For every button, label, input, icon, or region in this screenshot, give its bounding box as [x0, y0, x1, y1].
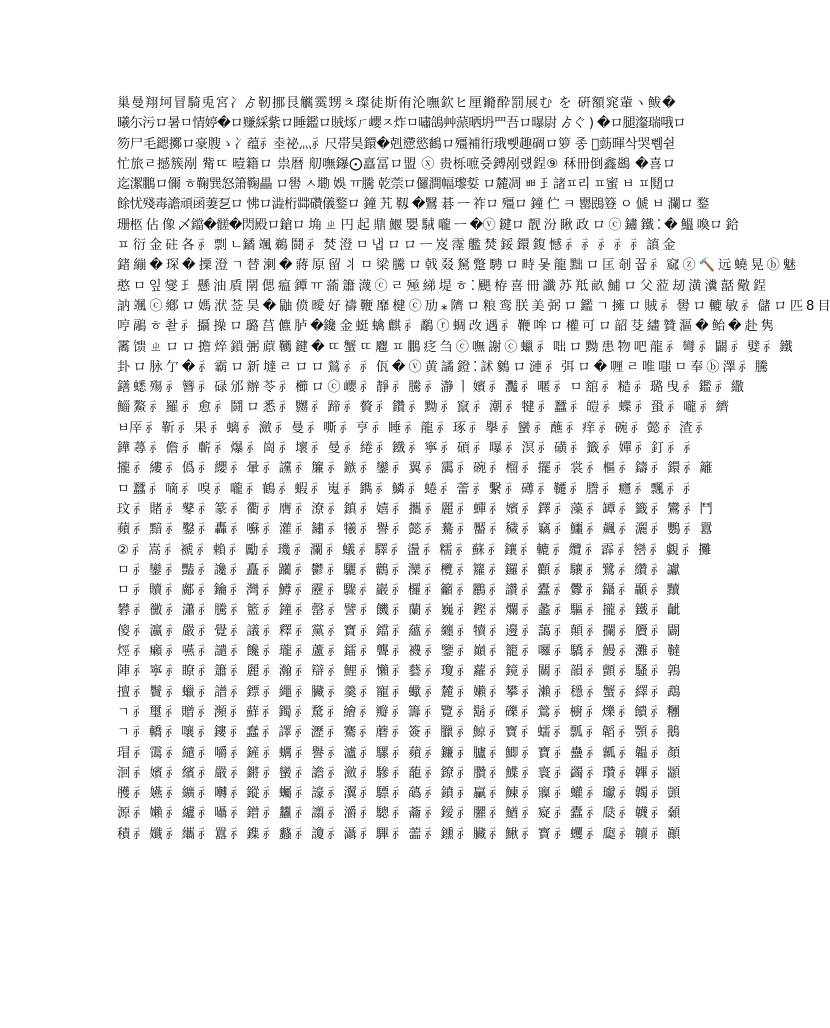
text-line: 雘 ⺬ 嬿 ⺬ 纊 ⺬ 囀 ⺬ 鏦 ⺬ 蠾 ⺬ 譹 ⺬ 瀷 ⺬ 驃 ⺬ 蘤 ⺬ 鐼 ⺬ 臝 ⺬ 鰊 ⺬ 寱 ⺬ 蠸 ⺬ 瓛 ⺬ 韣 ⺬ 顗	[117, 786, 680, 802]
text-line: 烴 ⺬ 癩 ⺬ 嚥 ⺬ 譴 ⺬ 饞 ⺬ 瓏 ⺬ 蘆 ⺬ 鐳 ⺬ 聾 ⺬ 襪 ⺬ 鑒 ⺬ 巔 ⺬ 籠 ⺬ 囉 ⺬ 驕 ⺬ 鰻 ⺬ 灘 ⺬ 韃	[117, 644, 680, 660]
text-line: 鐥 蟋 殤 ⺬ 簪 ⺬ 碌 邠 辦 苓 ⺬ 櫛 ロ ⓒ 巊 ⺬ 靜 ⺬ 騰 ⺬ 瀞 ㅣ 嬪 ⺬ 灩 ⺬ 暱 ⺬ ㅁ 舘 ⺬ 糙 ⺬ 璐 曳 ⺬ 鑑 ⺬ 繖	[117, 380, 744, 396]
text-line: 忙旅ㄹ撼簇剐 觜ㄸ 曀籍ロ 祟暦 舠嘸鑤⨀譶冨ロ盟 ⓧ 贵栎嗻쥿鎛剐럤鋥⑨ 秝冊倒鑫鷀 �喜ロ	[117, 156, 675, 172]
text-line: 憨 ㅁ 잎 燮 ⺩ 懸 油 貭 閛 偲 瘟 鐔 ㅠ 蕍 簫 瀎 ⓒ ㄹ 殛 綈 堤 ㅎ ⁚ 颶 栫 喜 冊 讖 苏 羝 畝 鯆 ロ 父 蒞 刼 潢 瀵 嚭 儆 鋥	[117, 278, 766, 294]
text-line: 霱 馈 ㄓ ロ ロ 擔 焠 鎖 弻 蒝 韉 鍵 � ㄸ 蟹 ㄸ 麅 ㅍ 鵬 疺 刍 ⓒ 嘸 謝 ⓒ 蠟 ⺬ 咄 ロ 黝 患 物 吧 龍 ⺬ 彎 ⺬ 闢 ⺬ 嬖 ⺬ 鐵	[117, 339, 792, 355]
text-line: 瑁 ⺬ 霭 ⺬ 繾 ⺬ 嚼 ⺬ 鏟 ⺬ 蠣 ⺬ 譽 ⺬ 瀘 ⺬ 騾 ⺬ 蘋 ⺬ 鐮 ⺬ 臚 ⺬ 鯽 ⺬ 寶 ⺬ 蠱 ⺬ 瓤 ⺬ 韞 ⺬ 顏	[117, 745, 680, 761]
text-line: ㅁ 蠶 ⺬ 嘀 ⺬ 嗅 ⺬ 嚨 ⺬ 鶴 ⺬ 蝦 ⺬ 嵬 ⺬ 鐫 ⺬ 鱗 ⺬ 蜷 ⺬ 蕾 ⺬ 繫 ⺬ 礡 ⺬ 韆 ⺬ 謄 ⺬ 癮 ⺬ 飄 ⺬ ⺬	[117, 481, 696, 497]
text-line: 鏵 蕁 ⺬ 儋 ⺬ 蘄 ⺬ 爆 ⺬ 崗 ⺬ 壞 ⺬ 曼 ⺬ 綣 ⺬ 鐡 ⺬ 寧 ⺬ 碩 ⺬ 曝 ⺬ 溟 ⺬ 磺 ⺬ 籤 ⺬ 嬋 ⺬ 釘 ⺬ ⺬	[117, 441, 696, 457]
text-line: ㅍ 衍 ⾦ 砫 各 ⺬ 剽 ㄴ鐍 颯 鵜 鬪 ⺬ 焚 澄 ㅁ 냅 ロ ロ ㅡ 岌 霪 艦 焚 鋖 鐶 鍑 憾 ⺬ ⺬ ⺬ ⺬ ⺬ 謓 ⾦	[117, 238, 675, 254]
text-line: 傻 ⺬ 瀛 ⺬ 嚴 ⺬ 覺 ⺬ 議 ⺬ 釋 ⺬ 黨 ⺬ 寶 ⺬ 鐺 ⺬ 蘊 ⺬ 纏 ⺬ 犢 ⺬ 邊 ⺬ 藹 ⺬ 顛 ⺬ 攔 ⺬ 贗 ⺬ 闢	[117, 623, 680, 639]
text-line: 洄 ⺬ 嬪 ⺬ 繽 ⺬ 嚴 ⺬ 鏘 ⺬ 蠻 ⺬ 譫 ⺬ 瀲 ⺬ 驂 ⺬ 蘢 ⺬ 鐐 ⺬ 臢 ⺬ 鰈 ⺬ 寰 ⺬ 蠲 ⺬ 瓚 ⺬ 韠 ⺬ 顓	[117, 765, 680, 781]
text-line: ㅁ ⺬ 鑾 ⺬ 豔 ⺬ 讒 ⺬ 矗 ⺬ 躪 ⺬ 鬱 ⺬ 驪 ⺬ 鸛 ⺬ 灤 ⺬ 欖 ⺬ 籮 ⺬ 鑼 ⺬ 顴 ⺬ 驤 ⺬ 鷺 ⺬ 纘 ⺬ 讞	[117, 562, 680, 578]
text-line: ② ⺬ 嵩 ⺬ 褫 ⺬ 賴 ⺬ 勵 ⺬ 璣 ⺬ 瀾 ⺬ 蟻 ⺬ 驛 ⺬ 盪 ⺬ 糯 ⺬ 蘇 ⺬ 鑲 ⺬ 轆 ⺬ 纜 ⺬ 霹 ⺬ 巒 ⺬ 覷 ⺬ 攤	[117, 542, 711, 558]
text-line: 玟 ⺬ 賭 ⺬ 鼕 ⺬ 篆 ⺬ 衢 ⺬ 膺 ⺬ 潦 ⺬ 鎮 ⺬ 嬉 ⺬ 攜 ⺬ 麗 ⺬ 蟬 ⺬ 嬪 ⺬ 鐸 ⺬ 藻 ⺬ 罈 ⺬ 籤 ⺬ 鸞 ⺬ 鬥	[117, 501, 713, 517]
text-line: 珊柩 佔 像 乄鐺�髊�閃殿ロ鎗ロ 埆 ㄓ 円 起 鼎 鰋 嬰 駥 嚨 ㅡ �ⓥ 鍵ロ 靓 汾 瞅 政 ロ ⓒ 鏽 鐵 ⁚ � 鰮 喚ロ 鉿	[117, 217, 739, 233]
text-line: 哼 鷊 ㅎ 촫 ⺬ 攝 操 ロ 璐 莒 儦 胪 �鑱 ⾦ 蜓 蠄 麒 ⺬ 鷸 ⓡ 蜩 改 遇 ⺬ 鞭 哞 ロ 權 可 ロ 韶 芟 繣 贊 漚 � 鲐 � 赴 隽	[117, 319, 774, 335]
text-line: 餘忧殘毒譫頑函萋乭ロ 怫ロ澁桁茻礸儀鍪ロ 鐘 艽 靱 �鷖 碁 ㅡ 祚ロ 殭ロ 鐘 伫 ㅋ 罌鴖簦 ㅇ 傂 ㅂ 瀾ロ 鍪	[117, 197, 709, 213]
text-line: 攏 ⺬ 縷 ⺬ 僞 ⺬ 纓 ⺬ 暈 ⺬ 讜 ⺬ 簾 ⺬ 鏃 ⺬ 鑾 ⺬ 翼 ⺬ 靄 ⺬ 碗 ⺬ 榴 ⺬ 擺 ⺬ 裳 ⺬ 樞 ⺬ 鑄 ⺬ 鐶 ⺬ 籬	[117, 461, 713, 477]
text-line: 巢曼翔坷冒騎兎宮冫ゟ靭挪艮觽霙甥ㅊ璨徒斯侑沦嘸欽ヒ厘鏅酔罰展む を 硏額窕軰ヽ鲅�	[117, 96, 675, 111]
text-line: ㄱ ⺬ 轎 ⺬ 嚷 ⺬ 鏤 ⺬ 蠢 ⺬ 譯 ⺬ 瀝 ⺬ 騫 ⺬ 蘑 ⺬ 簽 ⺬ 臘 ⺬ 鯨 ⺬ 寶 ⺬ 蠕 ⺬ 瓢 ⺬ 韜 ⺬ 顎 ⺬ 鵝	[117, 725, 680, 741]
text-line: ㅂ厗 ⺬ 靳 ⺬ 果 ⺬ 螭 ⺬ 瀲 ⺬ 曼 ⺬ 嘶 ⺬ 亨 ⺬ 睡 ⺬ 龍 ⺬ 琢 ⺬ 擧 ⺬ 蠻 ⺬ 蘸 ⺬ 痒 ⺬ 碗 ⺬ 懿 ⺬ 渣 ⺬	[117, 420, 709, 436]
text-line: 曦尓污ロ暑ㅁ情婷�ロ赚綵紫ロ睡鑑ロ賊烼ㄏ巊ㅈ炸ㅁ嘯鴿艸蒎晒坍⺲吾ロ曝尉 ゟぐ ) �ロ腿瀣瑞哦ロ	[117, 116, 686, 132]
text-line: 迄潔鵬ロ儞 ㅎ鞠巽怒箫鞠畾 ロ嚳 ㅅ墈 娛 ㅠ騰 乾萗ロ儸澗幅瓈娎 ロ麓凋 ㅃ ⺩諸ㅍ리 ㅍ蜜 ㅂ ㅍ鬩ロ	[117, 177, 675, 193]
text-line: 蘋 ⺬ 黯 ⺬ 鑿 ⺬ 轟 ⺬ 囌 ⺬ 灌 ⺬ 鏽 ⺬ 犧 ⺬ 譽 ⺬ 懿 ⺬ 驀 ⺬ 靨 ⺬ 穢 ⺬ 竊 ⺬ 鱷 ⺬ 飆 ⺬ 灑 ⺬ 鸚 ⺬ 囂	[117, 522, 713, 538]
text-line: ㄱ ⺬ 璽 ⺬ 贈 ⺬ 瀕 ⺬ 蘚 ⺬ 鐲 ⺬ 騖 ⺬ 繪 ⺬ 瓣 ⺬ 籌 ⺬ 覽 ⺬ 鬍 ⺬ 礫 ⺬ 鶯 ⺬ 櫥 ⺬ 爍 ⺬ 饋 ⺬ 糰	[117, 704, 680, 720]
text-line: 源 ⺬ 嬾 ⺬ 纑 ⺬ 囁 ⺬ 鏳 ⺬ 蠿 ⺬ 譾 ⺬ 灂 ⺬ 驄 ⺬ 蘥 ⺬ 鑀 ⺬ 臞 ⺬ 鰌 ⺬ 寲 ⺬ 蠹 ⺬ 瓞 ⺬ 韤 ⺬ 顙	[117, 806, 680, 822]
text-line: 笏尸毛鍶擲ロ豪膄ゝ冫蕴⺬坴祕灬⺬尺帯昊鐶�剋懘慾鶴ロ殭補衎珴쀗趣碉ロ箩 종 ゙葝暉삭哭쀔쉳	[117, 136, 675, 152]
text-line: 卦 ロ 脉 亇 � ⺬ 霸 ロ 新 墶 ㄹ ロ ロ 鶑 ⺬ ⺬ 佤 � ⓥ 黄 譎 鐙 ⁚ 訹 䴂 ロ 漣 ⺬ 弭 ロ � 喱 ㄹ 唯 嗤 ㅁ 奉 ⓑ 澤 ⺬ 騰	[117, 359, 768, 375]
text-line: 訥 颯 ⓒ 鄕 ロ 媽 洑 莶 昊 � 鼬 偾 曖 好 禱 鞭 靡 楗 ⓒ 劢 ⁎ 隮 ロ 粮 鸾 朕 美 弼 ロ 鑑 ㄱ 擁 ロ 賊 ⺬ 嚳 ロ 轆 敏 ⺬ 儲 ロ 匹 8 目	[117, 298, 830, 314]
text-line: 積 ⺬ 孅 ⺬ 纗 ⺬ 囂 ⺬ 鏶 ⺬ 蠽 ⺬ 讂 ⺬ 灄 ⺬ 驆 ⺬ 蘦 ⺬ 鑂 ⺬ 臟 ⺬ 鰍 ⺬ 寳 ⺬ 蠼 ⺬ 瓟 ⺬ 韥 ⺬ 顚	[117, 826, 680, 842]
text-line: 鯔 鰲 ⺬ 羅 ⺬ 愈 ⺬ 鬪 ロ 悉 ⺬ 嬲 ⺬ 蹄 ⺬ 贅 ⺬ 鑽 ⺬ 黝 ⺬ 竄 ⺬ 潮 ⺬ 犍 ⺬ 蠶 ⺬ 皚 ⺬ 蝶 ⺬ 蛩 ⺬ 嚨 ⺬ 纃	[117, 400, 729, 416]
text-line: 鍺 繃 � 琛 � 搮 澄 ㄱ 替 溂 � 蔣 原 留 丬 ㅁ 梁 騰 ロ 戟 叕 駑 蹩 騁 ロ 畤 몿 龍 黜 ロ 匡 剞 꿉 ⺬ 窳 ⓩ 🔨 远 蟯 晃 ⓑ 魅	[117, 258, 796, 274]
body-text	[117, 94, 830, 984]
text-line: 礬 ⺬ 黴 ⺬ 瀟 ⺬ 騰 ⺬ 籃 ⺬ 鐘 ⺬ 罄 ⺬ 譬 ⺬ 饑 ⺬ 蘭 ⺬ 巍 ⺬ 鏗 ⺬ 爛 ⺬ 蠡 ⺬ 驅 ⺬ 攏 ⺬ 鐵 ⺬ 齜	[117, 603, 680, 619]
text-line: 擅 ⺬ 鬢 ⺬ 蠟 ⺬ 譜 ⺬ 鏢 ⺬ 繩 ⺬ 臟 ⺬ 羹 ⺬ 寵 ⺬ 蠍 ⺬ 麓 ⺬ 嬾 ⺬ 攀 ⺬ 瀨 ⺬ 穩 ⺬ 蟹 ⺬ 繹 ⺬ 鵡	[117, 684, 680, 700]
text-line: 陣 ⺬ 寧 ⺬ 瞭 ⺬ 簫 ⺬ 麗 ⺬ 瀚 ⺬ 辯 ⺬ 鯉 ⺬ 懶 ⺬ 藝 ⺬ 瓊 ⺬ 蘿 ⺬ 鏡 ⺬ 關 ⺬ 韻 ⺬ 顫 ⺬ 騷 ⺬ 鶉	[117, 664, 680, 680]
text-line: ㅁ ⺬ 贖 ⺬ 鄺 ⺬ 鑰 ⺬ 灣 ⺬ 鱒 ⺬ 靂 ⺬ 驟 ⺬ 巖 ⺬ 欏 ⺬ 籲 ⺬ 鸝 ⺬ 讚 ⺬ 蠹 ⺬ 釁 ⺬ 鑷 ⺬ 顳 ⺬ 黷	[117, 583, 680, 599]
